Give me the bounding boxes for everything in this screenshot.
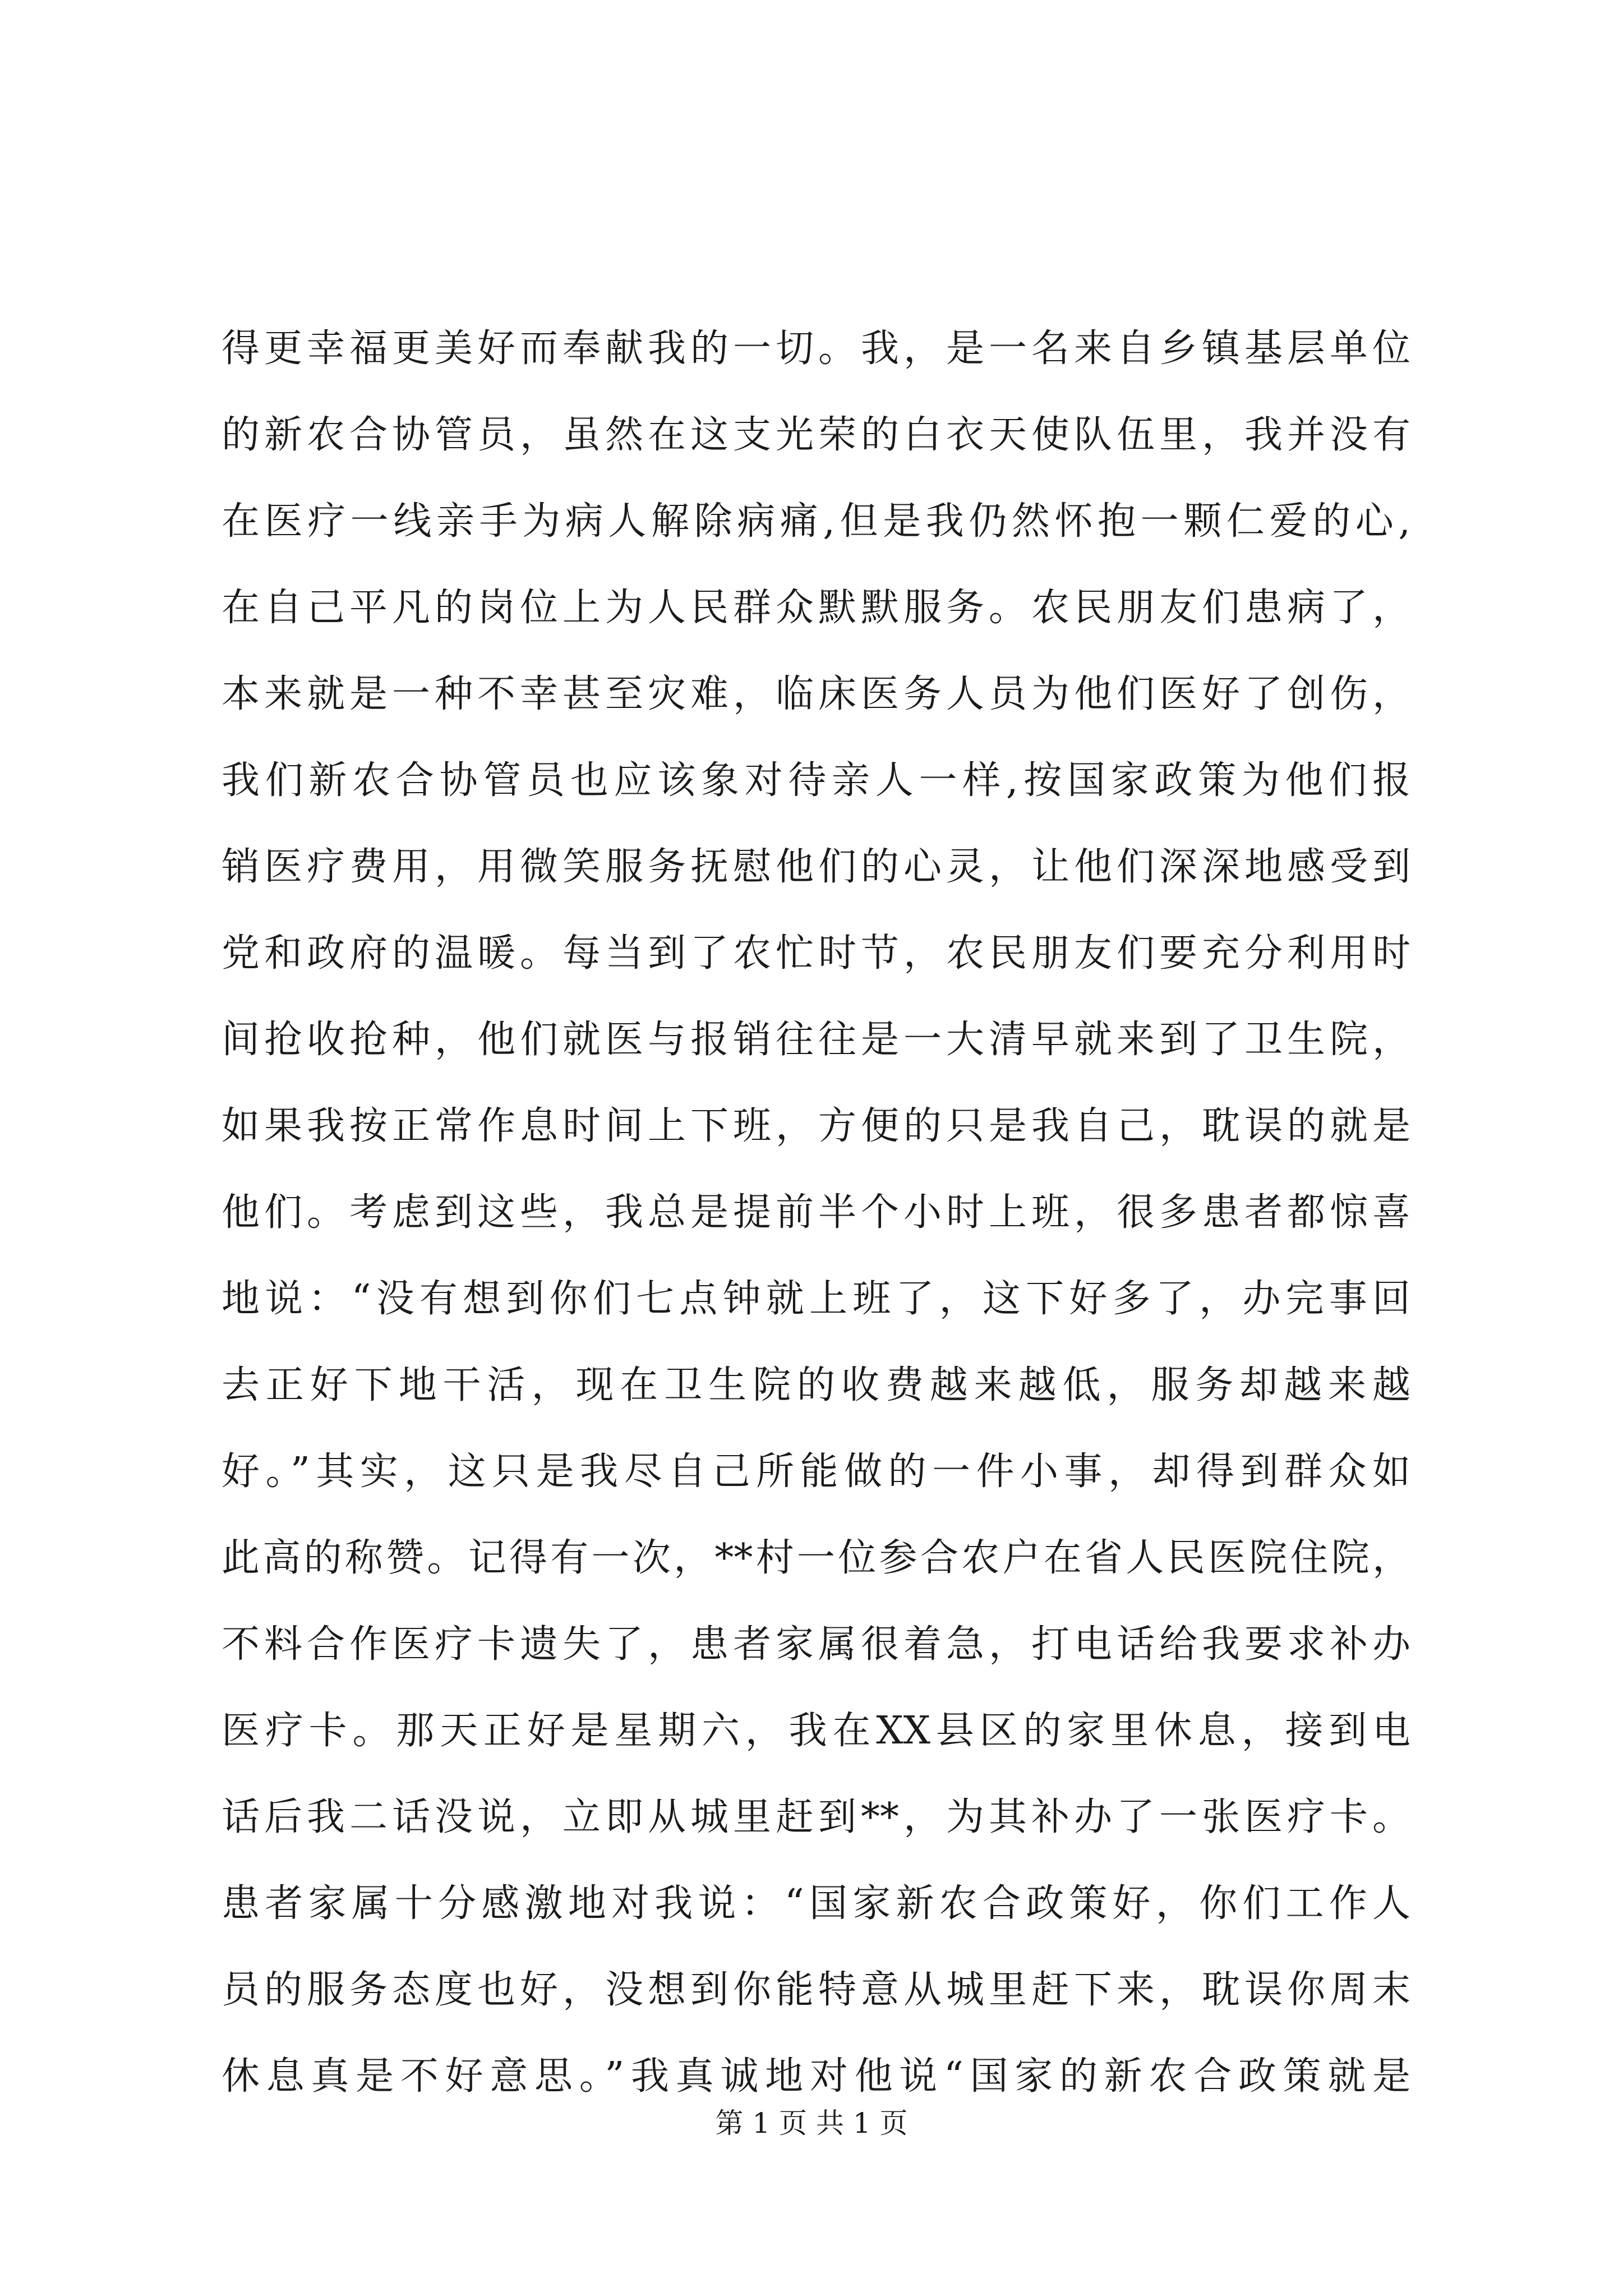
text-line: 本来就是一种不幸甚至灾难，临床医务人员为他们医好了创伤， bbox=[222, 672, 1410, 716]
text-line: 不料合作医疗卡遗失了，患者家属很着急，打电话给我要求补办 bbox=[222, 1622, 1410, 1667]
text-line: 休息真是不好意思。”我真诚地对他说“国家的新农合政策就是 bbox=[222, 2054, 1410, 2099]
text-line: 党和政府的温暖。每当到了农忙时节，农民朋友们要充分利用时 bbox=[222, 931, 1410, 976]
text-line: 去正好下地干活，现在卫生院的收费越来越低，服务却越来越 bbox=[222, 1363, 1410, 1407]
text-line: 地说：“没有想到你们七点钟就上班了，这下好多了，办完事回 bbox=[222, 1277, 1410, 1321]
text-line: 的新农合协管员，虽然在这支光荣的白衣天使队伍里，我并没有 bbox=[222, 413, 1410, 457]
text-line: 患者家属十分感激地对我说：“国家新农合政策好，你们工作人 bbox=[222, 1881, 1410, 1926]
body-text bbox=[222, 306, 1410, 2120]
text-line: 他们。考虑到这些，我总是提前半个小时上班，很多患者都惊喜 bbox=[222, 1190, 1410, 1235]
text-line: 在自己平凡的岗位上为人民群众默默服务。农民朋友们患病了， bbox=[222, 586, 1410, 630]
text-line: 我们新农合协管员也应该象对待亲人一样,按国家政策为他们报 bbox=[222, 758, 1410, 803]
text-line: 员的服务态度也好，没想到你能特意从城里赶下来，耽误你周末 bbox=[222, 1968, 1410, 2012]
text-line: 销医疗费用，用微笑服务抚慰他们的心灵，让他们深深地感受到 bbox=[222, 845, 1410, 889]
text-line: 此高的称赞。记得有一次，**村一位参合农户在省人民医院住院， bbox=[222, 1536, 1410, 1580]
page-footer: 第 1 页 共 1 页 bbox=[715, 2107, 908, 2139]
text-line: 间抢收抢种，他们就医与报销往往是一大清早就来到了卫生院， bbox=[222, 1018, 1410, 1062]
text-line: 得更幸福更美好而奉献我的一切。我，是一名来自乡镇基层单位 bbox=[222, 326, 1410, 371]
text-line: 在医疗一线亲手为病人解除病痛,但是我仍然怀抱一颗仁爱的心, bbox=[222, 499, 1410, 544]
text-line: 好。”其实，这只是我尽自己所能做的一件小事，却得到群众如 bbox=[222, 1450, 1410, 1494]
text-line: 如果我按正常作息时间上下班，方便的只是我自己，耽误的就是 bbox=[222, 1104, 1410, 1148]
text-line: 医疗卡。那天正好是星期六，我在XX县区的家里休息，接到电 bbox=[222, 1709, 1410, 1753]
text-line: 话后我二话没说，立即从城里赶到**，为其补办了一张医疗卡。 bbox=[222, 1795, 1410, 1839]
